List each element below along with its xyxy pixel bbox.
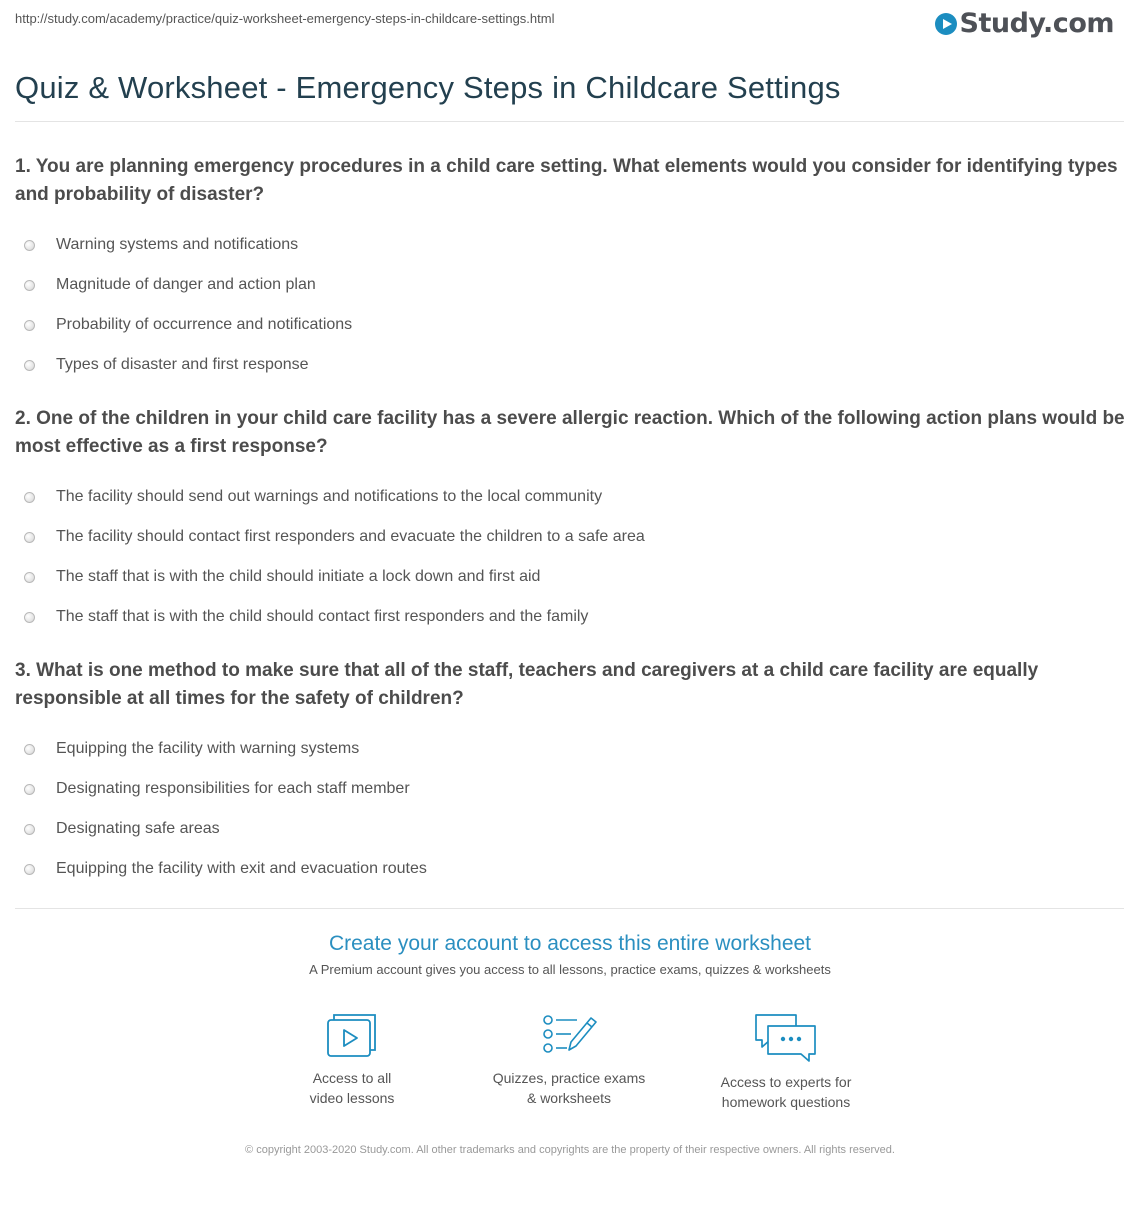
answer-list bbox=[15, 225, 1127, 385]
radio-button[interactable] bbox=[24, 824, 35, 835]
radio-button[interactable] bbox=[24, 864, 35, 875]
page-url: http://study.com/academy/practice/quiz-worksheet-emergency-steps-in-childcare-settings.html bbox=[15, 11, 555, 26]
chat-bubbles-icon bbox=[754, 1012, 818, 1062]
answer-list bbox=[15, 477, 1127, 637]
answer-label: The staff that is with the child should initiate a lock down and first aid bbox=[56, 568, 541, 585]
feature-label: Access to experts for homework questions bbox=[720, 1074, 852, 1110]
radio-button[interactable] bbox=[24, 612, 35, 623]
feature-video-lessons bbox=[252, 1012, 452, 1108]
answer-label: Designating safe areas bbox=[56, 820, 220, 837]
answer-option[interactable] bbox=[15, 517, 1127, 557]
cta-divider bbox=[15, 908, 1124, 909]
radio-button[interactable] bbox=[24, 784, 35, 795]
radio-button[interactable] bbox=[24, 492, 35, 503]
answer-option[interactable] bbox=[15, 769, 1127, 809]
answer-option[interactable] bbox=[15, 809, 1127, 849]
answer-option[interactable] bbox=[15, 849, 1127, 889]
question-text: 3. What is one method to make sure that all of the staff, teachers and caregivers at a child care facility are equally responsible at all times for the safety of children? bbox=[15, 660, 1039, 709]
logo-text: Study.com bbox=[959, 8, 1114, 39]
feature-label: Access to all video lessons bbox=[309, 1070, 395, 1106]
answer-label: The staff that is with the child should contact first responders and the family bbox=[56, 608, 589, 625]
answer-list bbox=[15, 729, 1127, 889]
radio-button[interactable] bbox=[24, 320, 35, 331]
answer-option[interactable] bbox=[15, 225, 1127, 265]
answer-option[interactable] bbox=[15, 305, 1127, 345]
question-3 bbox=[15, 657, 1127, 889]
radio-button[interactable] bbox=[24, 280, 35, 291]
answer-label: Equipping the facility with warning systems bbox=[56, 740, 360, 757]
copyright-text: © copyright 2003-2020 Study.com. All other trademarks and copyrights are the property of their respective owners. All rights reserved. bbox=[245, 1144, 895, 1156]
answer-option[interactable] bbox=[15, 729, 1127, 769]
answer-label: Designating responsibilities for each staff member bbox=[56, 780, 410, 797]
answer-label: Warning systems and notifications bbox=[56, 236, 299, 253]
feature-label: Quizzes, practice exams & worksheets bbox=[492, 1070, 646, 1106]
page-title: Quiz & Worksheet - Emergency Steps in Childcare Settings bbox=[15, 70, 841, 105]
answer-option[interactable] bbox=[15, 345, 1127, 385]
quiz-list-icon bbox=[541, 1012, 597, 1058]
feature-quizzes bbox=[469, 1012, 669, 1108]
question-2 bbox=[15, 405, 1127, 637]
answer-option[interactable] bbox=[15, 477, 1127, 517]
title-divider bbox=[15, 121, 1124, 122]
signup-cta bbox=[0, 932, 1140, 977]
study-logo[interactable] bbox=[935, 8, 1114, 39]
radio-button[interactable] bbox=[24, 744, 35, 755]
answer-label: The facility should send out warnings and notifications to the local community bbox=[56, 488, 603, 505]
radio-button[interactable] bbox=[24, 360, 35, 371]
radio-button[interactable] bbox=[24, 240, 35, 251]
radio-button[interactable] bbox=[24, 572, 35, 583]
answer-option[interactable] bbox=[15, 557, 1127, 597]
question-1 bbox=[15, 153, 1127, 385]
radio-button[interactable] bbox=[24, 532, 35, 543]
answer-label: Types of disaster and first response bbox=[56, 356, 309, 373]
video-lesson-icon bbox=[326, 1012, 378, 1058]
answer-label: Equipping the facility with exit and evacuation routes bbox=[56, 860, 427, 877]
answer-label: The facility should contact first responders and evacuate the children to a safe area bbox=[56, 528, 645, 545]
answer-label: Probability of occurrence and notifications bbox=[56, 316, 353, 333]
feature-experts bbox=[686, 1012, 886, 1112]
question-text: 2. One of the children in your child care facility has a severe allergic reaction. Which of the following action plans would be most effective as a first response? bbox=[15, 408, 1125, 457]
cta-subtitle: A Premium account gives you access to all lessons, practice exams, quizzes & worksheets bbox=[309, 962, 831, 977]
question-text: 1. You are planning emergency procedures in a child care setting. What elements would you consider for identifying types and probability of disaster? bbox=[15, 156, 1118, 205]
answer-option[interactable] bbox=[15, 597, 1127, 637]
answer-label: Magnitude of danger and action plan bbox=[56, 276, 316, 293]
answer-option[interactable] bbox=[15, 265, 1127, 305]
cta-title-link[interactable]: Create your account to access this entire worksheet bbox=[328, 932, 812, 955]
play-icon bbox=[935, 13, 957, 35]
